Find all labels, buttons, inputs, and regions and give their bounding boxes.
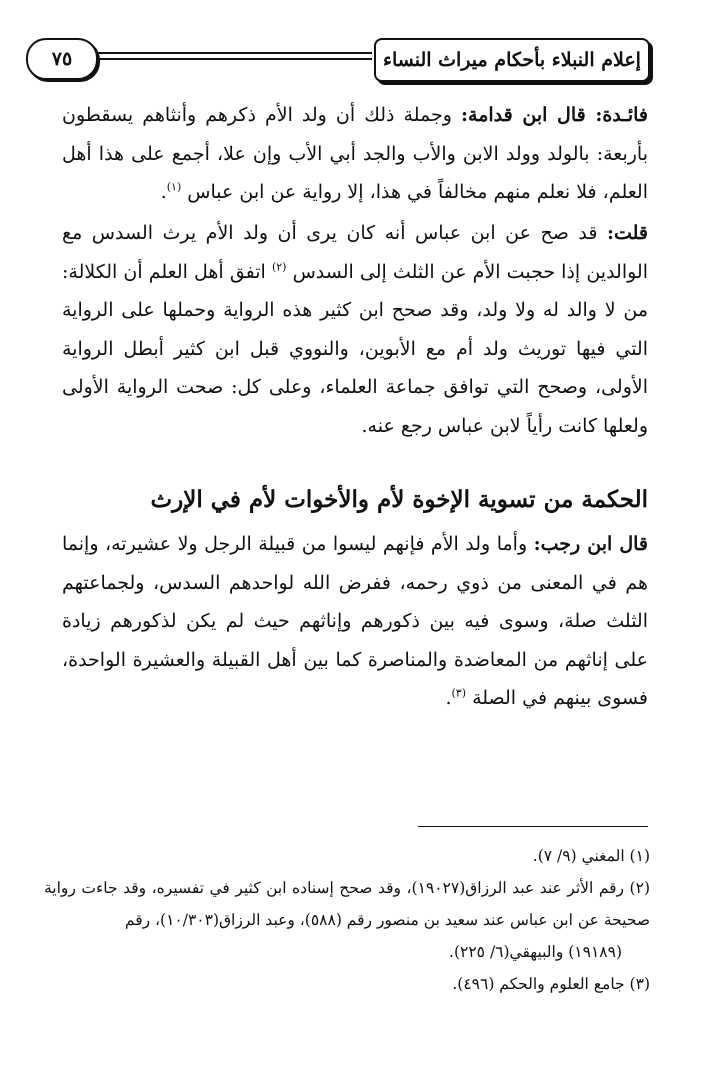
header-rule-bottom xyxy=(88,58,372,60)
section-heading: الحكمة من تسوية الإخوة لأم والأخوات لأم في الإرث xyxy=(150,486,648,513)
page-number: ٧٥ xyxy=(51,48,73,70)
footnote-3: (٣) جامع العلوم والحكم (٤٩٦). xyxy=(452,975,650,993)
page-number-frame xyxy=(26,38,98,80)
footnote-ref[interactable]: (٢) xyxy=(271,260,287,274)
paragraph-end: . xyxy=(445,687,452,709)
paragraph-ibn-rajab xyxy=(62,525,648,718)
footnote-2: (٢) رقم الأثر عند عبد الرزاق(١٩٠٢٧)، وقد صحح إسناده ابن كثير في تفسيره، وقد جاءت رواية صحيحة عن ابن عباس عند سعيد بن منصور رقم (٥٨٨)، وعبد الرزاق(١٠/٣٠٣)، رقم xyxy=(44,879,650,929)
footnote-ref[interactable]: (٣) xyxy=(451,686,467,700)
paragraph-lead: قال ابن رجب: xyxy=(533,533,648,555)
paragraph-text: وأما ولد الأم فإنهم ليسوا من قبيلة الرجل ولا عشيرته، وإنما هم في المعنى من ذوي رحمه، ففرض الله لواحدهم السدس، ولجماعتهم الثلث صلة، وسوى فيه بين ذكورهم وإناثهم حيث لم يكن لذكورهم زيادة على إناثهم من المعاضدة والمناصرة كما بين أهل القبيلة والعشيرة الواحدة، فسوى بينهم في الصلة xyxy=(62,533,648,709)
footnote-separator xyxy=(418,826,648,827)
footnotes xyxy=(44,840,650,1000)
page-header xyxy=(18,34,650,86)
header-rule-top xyxy=(88,52,372,54)
book-title: إعلام النبلاء بأحكام ميراث النساء xyxy=(383,49,641,71)
footnote-ref[interactable]: (١) xyxy=(166,180,182,194)
footnote-1: (١) المغني (٩/ ٧). xyxy=(532,847,650,865)
paragraph-end: . xyxy=(160,181,167,203)
paragraph-text: قد صح عن ابن عباس أنه كان يرى أن ولد الأم يرث السدس مع الوالدين إذا حجبت الأم عن الثلث إلى السدس xyxy=(62,222,648,283)
paragraph-comment xyxy=(62,214,648,445)
paragraph-text: اتفق أهل العلم أن الكلالة: من لا والد له ولا ولد، وقد صحح ابن كثير هذه الرواية وحملها على الرواية التي فيها توريث ولد أم مع الأبوين، والنووي قبل ابن كثير أبطل الرواية الأولى، وصحح التي توافق جماعة العلماء، وعلى كل: صحت الرواية الأولى ولعلها كانت رأياً لابن عباس رجع عنه. xyxy=(62,260,648,437)
footnote-2-continued: (١٩١٨٩) والبيهقي(٦/ ٢٢٥). xyxy=(449,943,622,961)
paragraph-text: وجملة ذلك أن ولد الأم ذكرهم وأنثاهم يسقطون بأربعة: بالولد وولد الابن والأب والجد أبي الأب وإن علا، أجمع على هذا أهل العلم، فلا نعلم منهم مخالفاً في هذا، إلا رواية عن ابن عباس xyxy=(62,104,648,203)
paragraph-benefit xyxy=(62,96,648,212)
paragraph-lead: فائـدة: قال ابن قدامة: xyxy=(461,104,649,126)
book-title-frame xyxy=(374,38,650,82)
paragraph-lead: قلت: xyxy=(606,222,648,244)
